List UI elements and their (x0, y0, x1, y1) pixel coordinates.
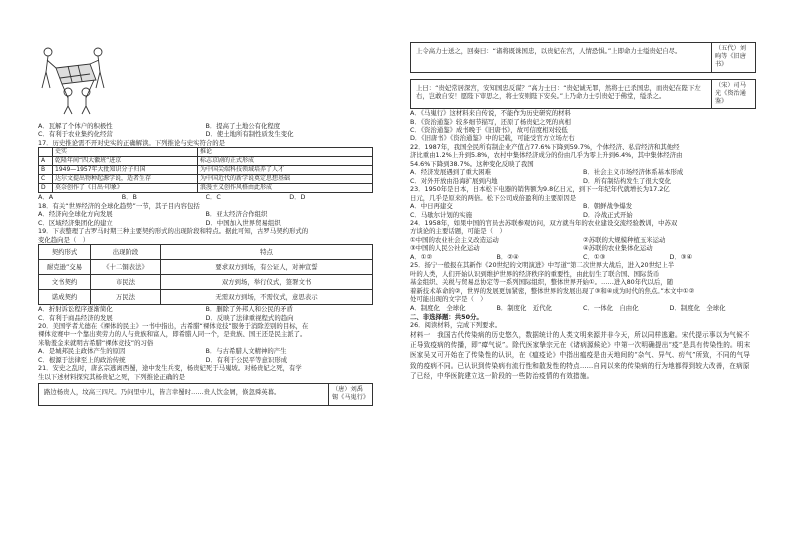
q21-option-d[interactable]: D．《旧唐书》《资治通鉴》中的记载，可能受官方立场左右 (410, 134, 575, 143)
table-cell: D (39, 184, 53, 193)
q24-option-c[interactable]: C．①③ (583, 252, 606, 261)
q19-header-form: 契约形式 (39, 245, 91, 260)
q20-option-b[interactable]: B．与古希腊人文精神的产生 (205, 347, 287, 356)
q22-option-c[interactable]: C．对外开放由沿海扩展到内地 (410, 176, 498, 185)
q17-table (38, 147, 373, 193)
q25-stem-line: 25．扬宁一般报在其新作《20世纪的文明演进》中写道“第二次世界大战后，进入20世纪上半 (410, 261, 675, 270)
q22-options (410, 168, 756, 176)
table-row (39, 175, 373, 184)
q21-option-a[interactable]: A．《马嵬行》这材料来自传说，不能作为历史研究的材料 (410, 109, 571, 118)
table-cell: 双方到场，举行仪式，签署文书 (161, 275, 373, 290)
q26-material: 材料一 我国古代传染病的历史悠久，数据统计的人类文明来源并非今天，所以同样逃避。宋代提示事以为气候不正导致疫病的传播，即“瘴气说”。除代医家挚宗元在《诸病源候论》中第一次明确提出“疫”是具有传染性的。明末医家吴又可开始在了传染性的认识，在《瘟疫论》中指出瘟疫是由天地间的“杂气、异气、疠气”所致，不同的气导致的疫病不同。已认识到传染病有流行性和散发性的特点……自同以来的传染病的行为地都得到较大改善，在病原了已经，中华医院建立这一阶段的一些防治疫情的有效措施。 (410, 330, 751, 380)
q18-option-d[interactable]: D．中国加入世界贸易组织 (205, 218, 281, 227)
q20-stem-line: 裸体竞赛中一个靠出卖劳力的人与贵族和富人，即希腊人同一个，是贵族、国王还是民主派了。 (38, 330, 307, 339)
table-cell: A (39, 157, 53, 166)
q22-option-a[interactable]: A．经济发展遇到了重大困难 (410, 168, 492, 177)
table-cell: 莫奈创作了《日出·印象》 (53, 184, 198, 193)
table-cell: 标志京剧的正式形成 (198, 157, 373, 166)
table-row (39, 245, 373, 260)
q25-option-d[interactable]: D．制度化 全球化 (669, 303, 726, 312)
q25-stem-line: 基金组织、关税与贸易总协定等一系列国际组织，整体世界开始①。……进入80年代以后，随 (410, 278, 674, 287)
q24-item: ③中国的人民公社化运动 (410, 244, 480, 253)
q20-stem-line: 米勒羞金来就明古希腊“裸体竞技”的习俗 (38, 338, 154, 347)
table-cell: 无需双方到场，不需仪式，意思表示 (161, 290, 373, 305)
q16-option-a[interactable]: A．瓦解了个体户的积极性 (38, 122, 113, 130)
q23-option-a[interactable]: A．中日再建交 (410, 202, 453, 211)
q20-option-c[interactable]: C．根源于法律至上的政治传统 (38, 355, 126, 364)
q19-option-c[interactable]: C．有利于商品经济的发展 (38, 313, 113, 322)
q20-option-d[interactable]: D．有利于公民平等意识形成 (205, 355, 288, 364)
section-title: 二、非选择题：共50分。 (410, 313, 483, 321)
q22-stem-line: 22．1987年，我国全民所有制企业产值占77.6%下降到59.7%，个体经济、私营经济和其他经 (410, 142, 680, 151)
quote-text: 上曰：“贵妃常居深宫，安知国忠反谋？”高力士曰：“贵妃诚无罪，然将士已杀国忠，而贵妃在陛下左右，岂敢自安！愿陛下审思之，将士安则陛下安矣。”上乃命力士引贵妃于佛堂，缢杀之。 (416, 83, 701, 101)
q25-options (410, 304, 756, 312)
q20-option-a[interactable]: A．是城邦民主政体产生的原因 (38, 347, 126, 356)
q24-option-a[interactable]: A．①② (410, 252, 433, 261)
q22-option-b[interactable]: B．社会主义市场经济体系基本形成 (583, 168, 684, 177)
q19-options-2 (38, 314, 373, 322)
table-cell: 浪漫主义创作风格由此形成 (198, 184, 373, 193)
quote-text: 上令高力士送之，回奏曰：“诸将既诛国忠，以贵妃在宫，人情恐惧。”上即命力士缢贵妃自尽。 (416, 47, 682, 55)
table-cell: 要求双方到场，有公证人，对神宣誓 (161, 260, 373, 275)
q22-stem-line: 济比重由1.2%上升到5.8%，农村中集体经济成分的份由几乎为零上升到6.4%，其中集体经济由 (410, 151, 683, 160)
quote-source: （唐）刘禹锡《马嵬行》 (328, 384, 372, 404)
q17-stem: 17．历史推论需不开对史实的正确解读。下列推论与史实符合的是 (38, 138, 226, 147)
table-row (39, 290, 373, 305)
table-cell: 诺成契约 (39, 290, 91, 305)
q25-stem-line: 处可能出现的文字是（ ） (410, 295, 487, 304)
q16-options-2 (38, 130, 373, 138)
table-row (39, 166, 373, 175)
table-cell: 万民法 (91, 290, 161, 305)
table-row (39, 275, 373, 290)
q19-option-d[interactable]: D．反映了法律重视程式的趋向 (205, 313, 294, 322)
q21-stem-line: 生以下述材料探究其杨贵妃之死，下列推论正确的是 (38, 372, 185, 381)
q19-stem: 19．下表整理了古罗马时期三种主要契约形式的出现阶段和特点。据此可知，古罗马契约形式的 (38, 227, 309, 236)
q23-options-2 (410, 211, 756, 219)
table-cell: B (39, 166, 53, 175)
table-cell: 乾隆年间“四大徽班”进京 (53, 157, 198, 166)
quote-source: （五代）刘昫等《旧唐书》 (711, 43, 755, 72)
q20-options-2 (38, 356, 373, 364)
q17-header-letter (39, 148, 53, 157)
q20-options (38, 347, 373, 355)
q24-items (410, 236, 756, 244)
q21-stem-line: 21．安史之乱时，唐玄宗逃离西蜀，途中发生兵变，杨贵妃死于马嵬坡。对杨贵妃之死，有学 (38, 364, 302, 373)
q24-stem-line: 24．1958年，如果中国的官员去苏联参观访问，双方就当年的农业建设交流经验教训，中苏双 (410, 219, 678, 228)
table-row (39, 184, 373, 193)
table-row (39, 148, 373, 157)
q17-option-c[interactable]: C．C (205, 193, 221, 202)
q19-option-a[interactable]: A．折射诉讼程序逐渐简化 (38, 305, 113, 314)
q18-options (38, 210, 373, 218)
q21-option-b[interactable]: B．《资治通鉴》较多细节描写，还原了杨贵妃之死的真相 (410, 117, 571, 126)
right-column (410, 42, 756, 402)
q17-header-inference: 推论 (198, 148, 373, 157)
q23-stem-line: 23．1950年是日本，日本松下电器的销售额为9.8亿日元，到下一年纪年代就增长为17.2亿 (410, 185, 670, 194)
q21-quote-box-2 (410, 42, 756, 73)
q18-option-b[interactable]: B．亚太经济合作组织 (205, 210, 268, 219)
q23-option-b[interactable]: B．朝鲜战争爆发 (583, 202, 633, 211)
q21-quote-box-1 (38, 383, 373, 405)
q22-stem-line: 54.6%下降到38.7%。这种变化反映了我国 (410, 159, 534, 168)
q25-stem-line: 叶的人类，人们开始认识到维护世界的经济秩序的重要性，由此衍生了联合国、国际货币 (410, 269, 660, 278)
quote-text: 路边杨贵人，坟高三四尺。乃问里中儿，皆言幸蜀时……贵人饮金屑，倏忽舜英暮。 (44, 388, 281, 397)
q17-option-d[interactable]: D．D (289, 193, 306, 202)
q18-option-c[interactable]: C．区域经济集团化的建立 (38, 218, 113, 227)
q21-option-c[interactable]: C．《资治通鉴》成书晚于《旧唐书》，故可信度相对较低 (410, 126, 568, 135)
q19-stem-2: 变化趋向是（ ） (38, 235, 90, 244)
q17-option-a[interactable]: A．A (38, 193, 54, 202)
table-cell: 文书契约 (39, 275, 91, 290)
table-cell: 《十二铜表法》 (91, 260, 161, 275)
q24-items-2 (410, 244, 756, 252)
q21-quote-box-3 (410, 79, 756, 110)
q23-option-d[interactable]: D．冷战正式开始 (583, 210, 633, 219)
q24-stem-line: 方谈论的主要话题，可能是（ ） (410, 227, 506, 236)
q17-options (38, 193, 373, 201)
q18-options-2 (38, 219, 373, 227)
table-cell: 为中国尖端科技领域培养了人才 (198, 166, 373, 175)
q23-options (410, 202, 756, 210)
q18-option-a[interactable]: A．经济向全球化方向发展 (38, 210, 113, 219)
table-cell: 市民法 (91, 275, 161, 290)
q24-item: ②苏联的大规模种植玉米运动 (583, 235, 666, 244)
table-cell: 1949—1957年大批知识分子归国 (53, 166, 198, 175)
q25-option-a[interactable]: A．制度化 全球化 (410, 303, 466, 312)
q16-option-d[interactable]: D．使土地所有制性质发生变化 (205, 130, 294, 139)
q16-option-b[interactable]: B．提高了土地公有化程度 (205, 122, 281, 130)
q24-option-d[interactable]: D．③④ (669, 252, 693, 261)
q24-item: ①中国的农业社会主义改造运动 (410, 235, 499, 244)
table-cell: 为中国近代的新学说奠定思想基础 (198, 175, 373, 184)
q19-header-feature: 特点 (161, 245, 373, 260)
table-cell: 达尔文提出物种起源学说，适者生存 (53, 175, 198, 184)
table-cell: 耐克逊”交易 (39, 260, 91, 275)
q19-table (38, 244, 373, 305)
q26-stem: 26．阅读材料，完成下列要求。 (410, 321, 502, 330)
left-column (38, 56, 373, 406)
q23-option-c[interactable]: C．马歇尔计划的实施 (410, 210, 472, 219)
q19-header-stage: 出现阶段 (91, 245, 161, 260)
quote-source: （宋）司马光《资治通鉴》 (711, 80, 755, 109)
q22-options-2 (410, 177, 756, 185)
q25-option-c[interactable]: C．一体化 自由化 (583, 303, 639, 312)
q18-stem: 18．有关“世界经济的全球化趋势”一节，其子目内容包括 (38, 201, 200, 210)
q16-option-c[interactable]: C．有利于农业集约化经营 (38, 130, 113, 139)
q19-options (38, 305, 373, 313)
q16-options (38, 122, 373, 130)
q20-stem-line: 20．美国学者尤德在《裸体的民主》一书中指出，古希腊“裸体竞技”服务于消除差别的目标，在 (38, 321, 309, 330)
table-cell: C (39, 175, 53, 184)
q23-stem-line: 日元，几乎是原来的两倍。松下公司成倍盈利的主要原因是 (410, 193, 577, 202)
q22-option-d[interactable]: D．所有制结构发生了很大变化 (583, 176, 671, 185)
q25-stem-line: 着新技术革命的②，世界的发展更加紧密，整体世界的发展出现了③和④成为时代的焦点。”本文中①② (410, 286, 695, 295)
q24-option-b[interactable]: B．②④ (496, 252, 519, 261)
q24-options (410, 253, 756, 261)
q25-option-b[interactable]: B．制度化 近代化 (496, 303, 553, 312)
table-row (39, 260, 373, 275)
q19-option-b[interactable]: B．删除了外邦人和公民的矛盾 (205, 305, 293, 314)
table-row (39, 157, 373, 166)
q17-header-fact: 史实 (53, 148, 198, 157)
q17-option-b[interactable]: B．B (121, 193, 137, 202)
q24-item: ④苏联的农业集体化运动 (583, 244, 653, 253)
